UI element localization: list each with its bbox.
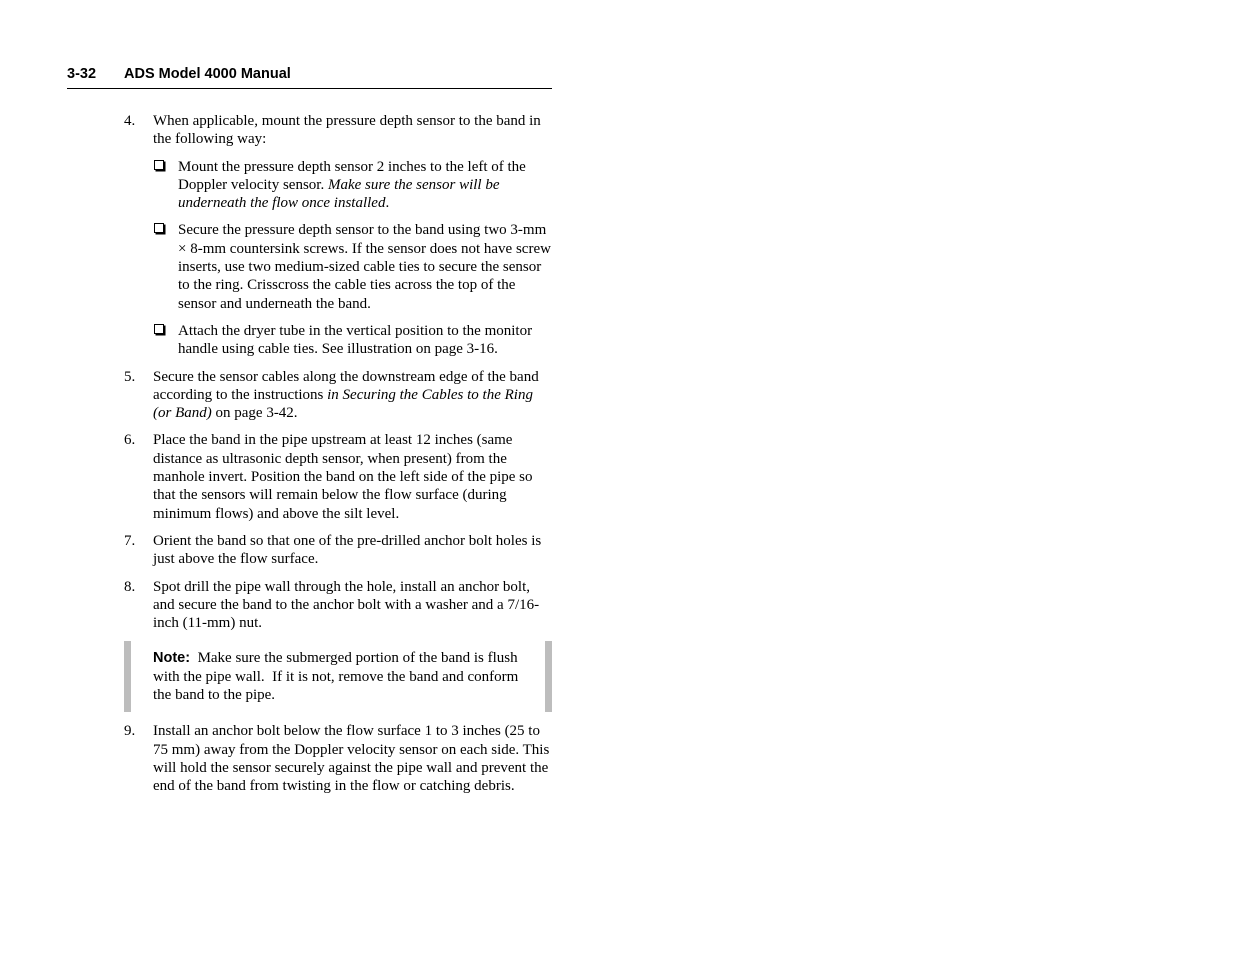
step-9	[124, 722, 552, 795]
bullet-tail: .	[385, 195, 390, 212]
step-text: When applicable, mount the pressure depth sensor to the band in the following way:	[153, 113, 541, 148]
checklist-item	[153, 221, 552, 312]
page-number: 3-32	[67, 66, 97, 82]
step-number: 6.	[124, 432, 136, 449]
step-8	[124, 578, 552, 633]
checklist-item	[153, 158, 552, 213]
step-number: 5.	[124, 368, 136, 385]
checkbox-icon	[154, 223, 164, 233]
page-header	[67, 66, 552, 89]
bullet-text: Attach the dryer tube in the vertical position to the monitor handle using cable ties. See illustration on page 3-16.	[178, 322, 533, 358]
step-text: Spot drill the pipe wall through the hole, install an anchor bolt, and secure the band to the anchor bolt with a washer and a 7/16-inch (11-mm) nut.	[153, 578, 540, 632]
step-number: 8.	[124, 578, 136, 595]
checklist-item	[153, 322, 552, 359]
step-text: Place the band in the pipe upstream at least 12 inches (same distance as ultrasonic depth sensor, when present) from the manhole invert. Position the band on the left side of the pipe so that the sensors will remain below the flow surface (during minimum flows) and above the silt level.	[153, 432, 533, 522]
document-body	[124, 112, 552, 805]
step-7	[124, 532, 552, 569]
note-bar-right	[545, 641, 552, 712]
manual-title: ADS Model 4000 Manual	[124, 66, 291, 82]
step-6	[124, 431, 552, 522]
step-tail: on page 3-42.	[211, 405, 298, 422]
step-text: Install an anchor bolt below the flow surface 1 to 3 inches (25 to 75 mm) away from the Doppler velocity sensor on each side. This will hold the sensor securely against the pipe wall and prevent the end of the band from twisting in the flow or catching debris.	[153, 723, 550, 795]
checkbox-icon	[154, 324, 164, 334]
bullet-text: Secure the pressure depth sensor to the band using two 3-mm × 8-mm countersink screws. If the sensor does not have screw inserts, use two medium-sized cable ties to secure the sensor to the ring. Crisscross the cable ties across the top of the sensor and underneath the band.	[178, 222, 551, 312]
note-bar-left	[124, 641, 131, 712]
step-5	[124, 368, 552, 423]
note-label: Note:	[153, 650, 191, 667]
step-italic: in Securing the Cables to the Ring (or Band)	[153, 386, 533, 422]
note-text: Make sure the submerged portion of the band is flush with the pipe wall. If it is not, remove the band and conform the band to the pipe.	[153, 650, 523, 704]
step-number: 7.	[124, 532, 136, 549]
step-text: Secure the sensor cables along the downstream edge of the band according to the instructions	[153, 368, 539, 403]
bullet-italic: Make sure the sensor will be underneath the flow once installed	[178, 176, 500, 212]
step-number: 4.	[124, 113, 136, 129]
checkbox-icon	[154, 160, 164, 170]
bullet-text: Mount the pressure depth sensor 2 inches to the left of the Doppler velocity sensor.	[178, 158, 526, 193]
step-number: 9.	[124, 723, 136, 740]
note-box	[124, 641, 552, 712]
step-4	[124, 112, 552, 359]
step-text: Orient the band so that one of the pre-drilled anchor bolt holes is just above the flow surface.	[153, 532, 542, 568]
